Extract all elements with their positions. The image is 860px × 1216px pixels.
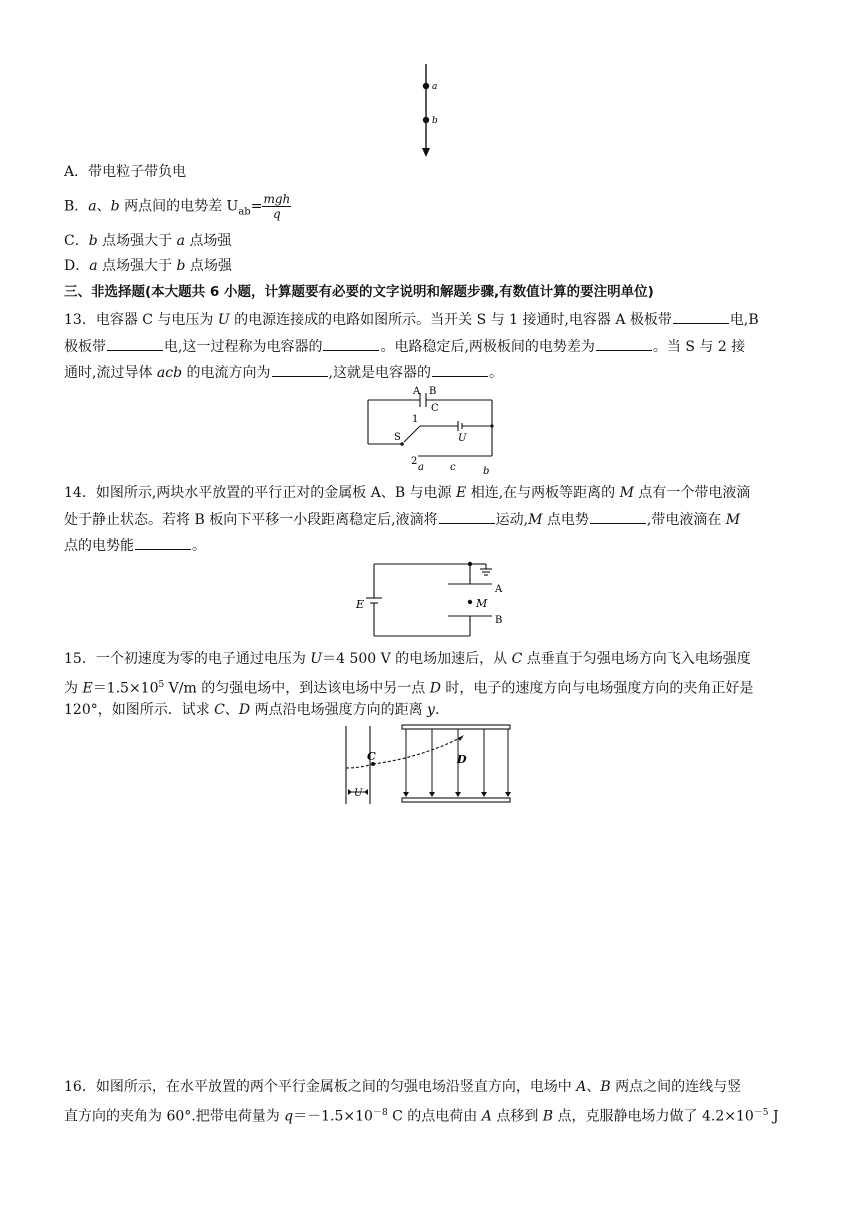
q14-line-1 (64, 483, 750, 503)
field-label-D: D (457, 753, 467, 766)
answer-blank[interactable] (439, 509, 495, 524)
circuit-label-B: B (429, 386, 437, 397)
q15-var-u: U (310, 651, 323, 667)
q15-text: 、 (224, 702, 239, 718)
q13-var-acb: acb (156, 365, 183, 381)
capacitor-label-E: E (356, 598, 365, 611)
q15-var-d: D (429, 680, 441, 697)
option-b-prefix: B． (64, 198, 89, 215)
circuit-label-1: 1 (412, 414, 419, 425)
option-c-prefix: C． (64, 233, 89, 249)
point-b-label: b (432, 116, 438, 126)
q13-text: 电,这一过程称为电容器的 (164, 339, 323, 355)
option-a: A．带电粒子带负电 (64, 164, 187, 180)
q13-text: 。当 S 与 2 接 (652, 339, 746, 355)
q15-line-3 (64, 700, 439, 720)
q14-var-m: M (619, 485, 634, 501)
q15-text: . (434, 702, 440, 718)
q13-text: 电,B (729, 312, 759, 328)
q15-text: 15．一个初速度为零的电子通过电压为 (64, 651, 311, 667)
option-b-var-a: a (88, 198, 97, 215)
option-b-eq: = (250, 198, 263, 215)
circuit-label-S: S (394, 432, 401, 443)
capacitor-label-B: B (495, 615, 503, 626)
q13-text: 极板带 (64, 339, 106, 355)
option-b-text: 两点间的电势差 U (119, 198, 239, 215)
q15-line-2 (64, 675, 753, 699)
q14-text: 14．如图所示,两块水平放置的平行正对的金属板 A、B 与电源 (64, 485, 457, 501)
option-d (64, 256, 232, 276)
option-c-var: b (88, 233, 98, 249)
q14-text: 处于静止状态。若将 B 板向下平移一小段距离稳定后,液滴将 (64, 512, 438, 528)
answer-blank[interactable] (135, 535, 191, 550)
q16-text: 16．如图所示，在水平放置的两个平行金属板之间的匀强电场沿竖直方向，电场中 (64, 1079, 577, 1095)
q16-text: ＝－1.5×10 (293, 1108, 373, 1125)
q14-var-m: M (528, 512, 543, 528)
answer-blank[interactable] (323, 336, 379, 351)
q15-text: V/m 的匀强电场中，到达该电场中另一点 (164, 680, 430, 697)
q15-line-1 (64, 649, 751, 669)
fraction-denominator: q (272, 207, 281, 221)
answer-blank[interactable] (596, 336, 652, 351)
q13-text: 的电流方向为 (182, 365, 271, 381)
option-d-text: 点场强大于 (97, 258, 177, 274)
q14-line-2 (64, 509, 740, 530)
q16-var-q: q (284, 1108, 294, 1125)
q14-text: 点电势 (542, 512, 589, 528)
circuit-label-A: A (413, 386, 421, 397)
option-c-text: 点场强大于 (97, 233, 177, 249)
q15-var-d: D (238, 702, 251, 718)
option-b-fraction (262, 192, 291, 221)
capacitor-label-A: A (495, 584, 503, 595)
q15-text: 两点沿电场强度方向的距离 (250, 702, 428, 718)
circuit-label-U: U (458, 433, 467, 444)
q14-text: 点有一个带电液滴 (633, 485, 751, 501)
q13-text: 通时,流过导体 (64, 365, 157, 381)
q14-text: 。 (192, 538, 206, 554)
q15-var-c: C (214, 702, 225, 718)
option-b (64, 192, 291, 222)
field-line-figure (410, 62, 450, 162)
q13-text: 。电路稳定后,两极板间的电势差为 (380, 339, 595, 355)
answer-blank[interactable] (107, 336, 163, 351)
q16-exponent: －8 (372, 1108, 388, 1118)
q15-text: ＝4 500 V 的电场加速后，从 (322, 651, 512, 667)
field-label-C: C (367, 750, 376, 763)
option-d-var: a (89, 258, 98, 274)
capacitor-label-M: M (476, 597, 488, 610)
q13-circuit-figure (362, 384, 502, 480)
option-b-sub: ab (238, 206, 251, 218)
q16-text: 点移到 (491, 1108, 543, 1125)
q15-var-e: E (82, 680, 93, 697)
q13-text: 13．电容器 C 与电压为 (64, 312, 218, 328)
q16-text: 两点之间的连线与竖 (610, 1079, 742, 1095)
q16-var-a: A (576, 1079, 587, 1095)
q14-line-3 (64, 535, 206, 556)
q15-text: ＝1.5×10 (92, 680, 159, 697)
circuit-label-b: b (483, 466, 490, 477)
q16-exponent: －5 (753, 1108, 769, 1118)
q13-text: 的电源连接成的电路如图所示。当开关 S 与 1 接通时,电容器 A 极板带 (229, 312, 672, 328)
q16-text: J (768, 1108, 779, 1125)
answer-blank[interactable] (272, 362, 328, 377)
q16-text: 直方向的夹角为 60°.把带电荷量为 (64, 1108, 285, 1125)
circuit-label-a: a (418, 462, 424, 473)
q16-line-2 (64, 1103, 779, 1127)
option-c-var2: a (176, 233, 185, 249)
circuit-label-c: c (450, 462, 456, 473)
answer-blank[interactable] (673, 309, 729, 324)
q15-text: 点垂直于匀强电场方向飞入电场强度 (522, 651, 751, 667)
q15-var-c: C (511, 651, 523, 667)
q16-line-1 (64, 1077, 741, 1097)
q13-line-3 (64, 362, 503, 383)
q14-text: 点的电势能 (64, 538, 134, 554)
q13-text: 。 (488, 365, 503, 381)
q13-line-1 (64, 309, 759, 330)
point-a-label: a (432, 82, 438, 92)
q14-var-e: E (456, 485, 467, 501)
q16-var-a: A (481, 1108, 492, 1125)
option-c-end: 点场强 (184, 233, 232, 249)
section-3-heading: 三、非选择题(本大题共 6 小题，计算题要有必要的文字说明和解题步骤,有数值计算的要注明单位) (64, 284, 654, 300)
q16-var-b: B (600, 1079, 611, 1095)
option-d-var2: b (176, 258, 186, 274)
q16-text: 、 (586, 1079, 601, 1095)
q13-var-u: U (217, 312, 230, 328)
q14-text: 运动, (495, 512, 529, 528)
answer-blank[interactable] (432, 362, 488, 377)
circuit-label-2: 2 (411, 456, 418, 467)
q15-exponent: 5 (158, 680, 165, 690)
option-b-var-b: b (110, 198, 120, 215)
q15-text: 为 (64, 680, 83, 697)
fraction-numerator: mgh (263, 192, 291, 206)
field-label-U: U (354, 788, 363, 799)
q14-text: ,带电液滴在 (646, 512, 726, 528)
circuit-label-C: C (431, 403, 439, 414)
option-d-prefix: D． (64, 258, 90, 274)
q14-text: 相连,在与两板等距离的 (466, 485, 620, 501)
option-d-end: 点场强 (185, 258, 232, 274)
q16-text: C 的点电荷由 (387, 1108, 482, 1125)
q16-text: 点，克服静电场力做了 4.2×10 (553, 1108, 754, 1125)
q13-text: ,这就是电容器的 (328, 365, 431, 381)
q14-capacitor-figure (352, 558, 512, 642)
answer-blank[interactable] (590, 509, 646, 524)
q16-var-b: B (542, 1108, 554, 1125)
option-b-sep: 、 (96, 198, 111, 215)
q13-line-2 (64, 336, 745, 357)
q15-text: 时，电子的速度方向与电场强度方向的夹角正好是 (440, 680, 754, 697)
option-c (64, 231, 231, 251)
q15-field-figure (340, 722, 516, 808)
q15-text: 120°，如图所示．试求 (64, 702, 215, 718)
q15-var-y: y (427, 702, 435, 718)
q14-var-m: M (725, 512, 741, 528)
